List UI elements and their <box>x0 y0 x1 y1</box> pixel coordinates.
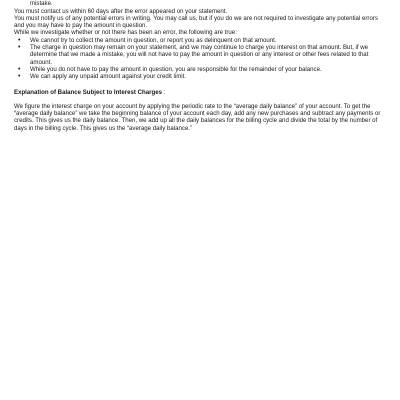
section-heading-text: Explanation of Balance Subject to Interest Charges <box>14 88 162 96</box>
contact-deadline-text: You must contact us within 60 days after the error appeared on your statement. <box>14 7 228 15</box>
investigation-rules-list <box>14 37 386 81</box>
problem-description-item <box>14 0 386 8</box>
problem-description-list <box>14 0 386 8</box>
written-notice-text: You must notify us of any potential errors in writing. You may call us, but if you do we are not required to investigate any potential errors and you may have to pay the amount in question. <box>14 14 378 30</box>
list-item: • We cannot try to collect the amount in question, or report you as delinquent on that amount. <box>14 37 386 44</box>
interest-explanation-paragraph: We figure the interest charge on your account by applying the periodic rate to the “average daily balance” of your account. To get the “average daily balance” we take the beginning balance of your account each day, add any new purchases and subtract any payments or credits. This gives us the daily balance. Then, we add up all the daily balances for the billing cycle and divide the total by the number of days in the billing cycle. This gives us the “average daily balance.” <box>14 102 381 132</box>
list-item: • The charge in question may remain on your statement, and we may continue to charge you interest on that amount. But, if we determine that we made a mistake, you will not have to pay the amount in question or any interest or other fees related to that amount. <box>14 44 386 66</box>
section-heading <box>14 89 386 96</box>
billing-rights-document <box>14 0 386 132</box>
investigation-intro-text: While we investigate whether or not there has been an error, the following are true: <box>14 29 237 37</box>
list-item: • While you do not have to pay the amount in question, you are responsible for the remainder of your balance. <box>14 66 386 73</box>
section-heading-colon: : <box>163 88 166 96</box>
list-item: • We can apply any unpaid amount against your credit limit. <box>14 73 386 80</box>
problem-description-text: mistake. <box>30 0 53 8</box>
